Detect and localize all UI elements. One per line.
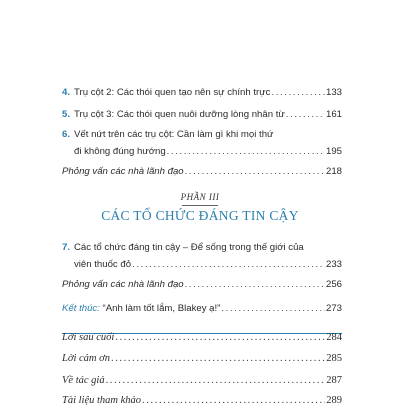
toc-entry-about-author[interactable] bbox=[62, 374, 342, 387]
page-number: 256 bbox=[325, 279, 342, 290]
references-title: Tài liệu tham khảo bbox=[62, 395, 142, 406]
chapter-number: 4. bbox=[62, 87, 71, 98]
dot-leader bbox=[286, 108, 325, 121]
toc-entry-chapter-5[interactable] bbox=[62, 108, 342, 121]
chapter-title: Trụ cột 2: Các thói quen tạo nên sự chính trực bbox=[74, 87, 271, 98]
dot-leader bbox=[142, 394, 325, 407]
part-label: PHẦN III bbox=[180, 192, 220, 202]
conclusion-title: “Anh làm tốt lắm, Blakey ạ!” bbox=[102, 303, 221, 314]
page-number: 218 bbox=[325, 166, 342, 177]
interview-title: Phỏng vấn các nhà lãnh đạo bbox=[62, 166, 184, 177]
part-label-underline bbox=[182, 205, 218, 206]
chapter-title: Trụ cột 3: Các thói quen nuôi dưỡng lòng nhân từ bbox=[74, 109, 285, 120]
afterword-title: Lời sau cuối bbox=[62, 332, 115, 343]
toc-entry-chapter-7[interactable] bbox=[62, 241, 342, 271]
dot-leader bbox=[185, 278, 325, 291]
page-number: 287 bbox=[326, 375, 342, 386]
part-title: CÁC TỔ CHỨC ĐÁNG TIN CẬY bbox=[101, 208, 299, 223]
toc-entry-interview-2[interactable] bbox=[62, 278, 342, 291]
page-number: 273 bbox=[325, 303, 342, 314]
page-number: 233 bbox=[325, 259, 342, 270]
chapter-number: 6. bbox=[62, 129, 71, 140]
chapter-title-line-1: Các tổ chức đáng tin cậy – Để sống trong thế giới của bbox=[74, 242, 304, 253]
about-author-title: Về tác giả bbox=[62, 375, 105, 386]
toc-entry-chapter-4[interactable] bbox=[62, 86, 342, 99]
page-number: 161 bbox=[325, 109, 342, 120]
dot-leader bbox=[132, 258, 325, 271]
interview-title: Phỏng vấn các nhà lãnh đạo bbox=[62, 279, 184, 290]
toc-entry-references[interactable] bbox=[62, 394, 342, 407]
page-number: 284 bbox=[326, 332, 342, 343]
page-number: 195 bbox=[325, 146, 342, 157]
dot-leader bbox=[271, 86, 325, 99]
toc-entry-interview-1[interactable] bbox=[62, 165, 342, 178]
chapter-number: 7. bbox=[62, 242, 71, 253]
chapter-title-line-2: viên thuốc đỏ bbox=[74, 259, 132, 270]
toc-entry-acknowledgements[interactable] bbox=[62, 352, 342, 365]
dot-leader bbox=[106, 374, 326, 387]
toc-entry-afterword[interactable] bbox=[62, 331, 342, 344]
dot-leader bbox=[115, 331, 325, 344]
chapter-number: 5. bbox=[62, 109, 71, 120]
dot-leader bbox=[221, 302, 325, 315]
dot-leader bbox=[111, 352, 325, 365]
toc-entry-conclusion[interactable] bbox=[62, 302, 342, 315]
page-number: 289 bbox=[326, 395, 342, 406]
page-number: 133 bbox=[325, 87, 342, 98]
dot-leader bbox=[167, 145, 325, 158]
chapter-title-line-1: Vết nứt trên các trụ cột: Cần làm gì khi mọi thứ bbox=[74, 129, 274, 140]
conclusion-label: Kết thúc: bbox=[62, 303, 100, 314]
page-number: 285 bbox=[326, 353, 342, 364]
chapter-title-line-2: đi không đúng hướng bbox=[74, 146, 166, 157]
acknowledgements-title: Lời cảm ơn bbox=[62, 353, 110, 364]
dot-leader bbox=[185, 165, 325, 178]
toc-entry-chapter-6[interactable] bbox=[62, 128, 342, 158]
